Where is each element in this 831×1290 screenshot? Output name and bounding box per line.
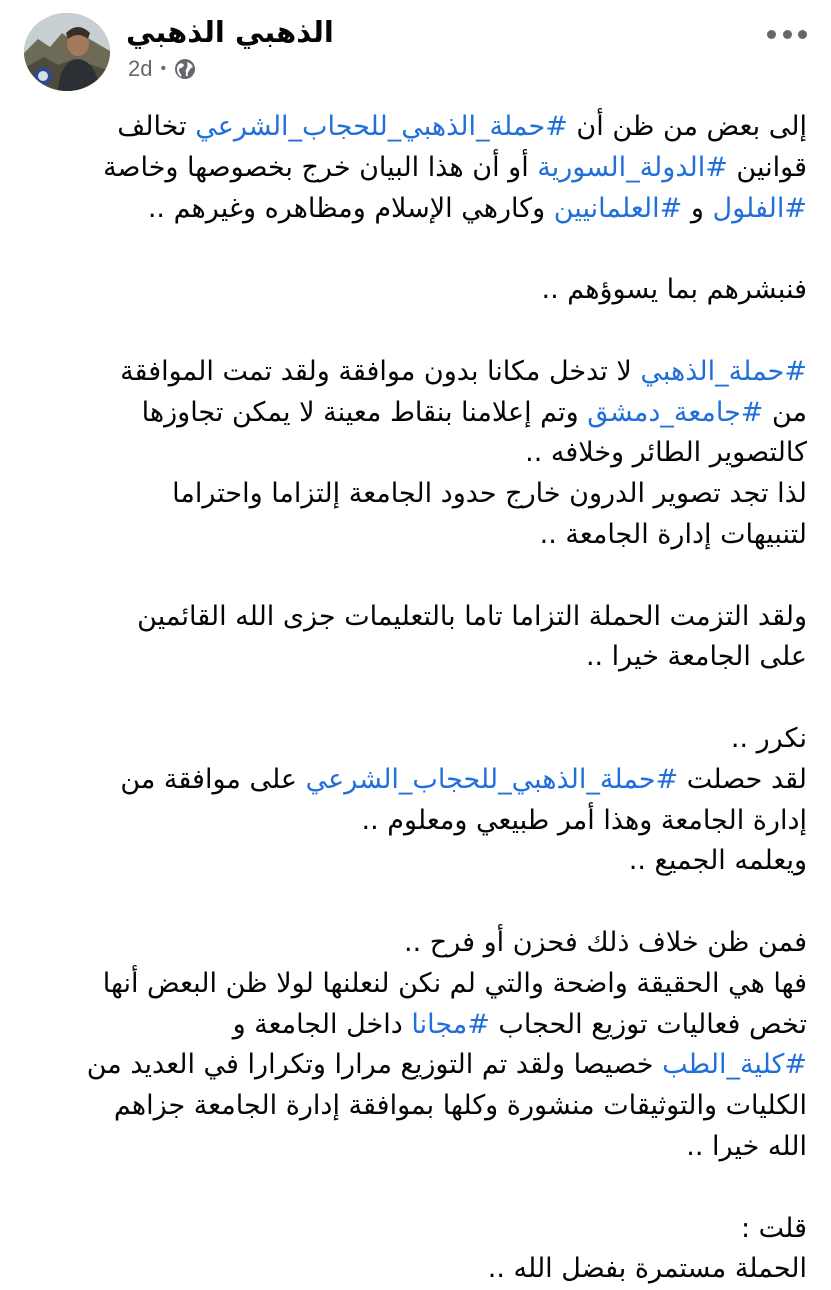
post-line xyxy=(30,719,807,760)
post-line xyxy=(30,433,807,474)
post-text-segment: الحملة مستمرة بفضل الله .. xyxy=(487,1253,807,1285)
post-line xyxy=(30,1249,807,1290)
post-text-segment: من xyxy=(763,396,807,428)
post-text-segment: داخل الجامعة و xyxy=(232,1008,412,1040)
post-text-segment: على موافقة من xyxy=(120,763,306,795)
blank-line xyxy=(30,229,807,270)
hashtag-link[interactable]: #الدولة_السورية xyxy=(537,151,728,183)
author-avatar[interactable] xyxy=(24,13,110,91)
globe-icon xyxy=(174,58,196,80)
post-text-segment: خصيصا ولقد تم التوزيع مرارا وتكرارا في العديد من xyxy=(86,1049,663,1081)
post-time[interactable]: 2d xyxy=(128,56,153,81)
hashtag-link[interactable]: #العلمانيين xyxy=(553,192,683,224)
post-line xyxy=(30,841,807,882)
hashtag-link[interactable]: #حملة_الذهبي xyxy=(640,355,807,387)
blank-line xyxy=(30,678,807,719)
post-text-segment: تخالف xyxy=(117,111,196,142)
post-text-segment: قوانين xyxy=(727,151,807,183)
post-text-segment: وتم إعلامنا بنقاط معينة لا يمكن تجاوزها xyxy=(141,396,588,428)
blank-line xyxy=(30,556,807,597)
post-text-segment: ولقد التزمت الحملة التزاما تاما بالتعليمات جزى الله القائمين xyxy=(137,600,807,632)
post-text-segment: فها هي الحقيقة واضحة والتي لم نكن لنعلنها لولا ظن البعض أنها xyxy=(102,967,807,999)
avatar-photo xyxy=(24,13,110,91)
post-line xyxy=(30,107,807,148)
post-text-segment: إدارة الجامعة وهذا أمر طبيعي ومعلوم .. xyxy=(361,804,807,836)
hashtag-link[interactable]: #حملة_الذهبي_للحجاب_الشرعي xyxy=(195,111,568,142)
post-text-segment: فمن ظن خلاف ذلك فحزن أو فرح .. xyxy=(404,926,807,958)
post-text-segment: و xyxy=(682,192,713,224)
post-text-segment: الكليات والتوثيقات منشورة وكلها بموافقة إدارة الجامعة جزاهم xyxy=(113,1090,807,1122)
post-text-segment: أو أن هذا البيان خرج بخصوصها وخاصة xyxy=(103,151,538,183)
post-line xyxy=(30,1086,807,1127)
hashtag-link[interactable]: #مجانا xyxy=(411,1008,490,1040)
more-options-button[interactable] xyxy=(767,26,807,42)
hashtag-link[interactable]: #كلية_الطب xyxy=(662,1049,807,1081)
post-line xyxy=(30,637,807,678)
author-name[interactable]: الذهبي الذهبي xyxy=(126,15,334,49)
ellipsis-icon xyxy=(767,30,776,39)
post-line xyxy=(30,801,807,842)
post-text-segment: تخص فعاليات توزيع الحجاب xyxy=(489,1008,807,1040)
post-meta xyxy=(128,52,196,86)
post-line xyxy=(30,923,807,964)
post-line xyxy=(30,1127,807,1168)
post-line xyxy=(30,148,807,189)
separator-dot: • xyxy=(160,60,167,77)
post-header xyxy=(0,0,831,100)
post-text-segment: لا تدخل مكانا بدون موافقة ولقد تمت الموافقة xyxy=(120,355,641,387)
post-text-segment: فنبشرهم بما يسوؤهم .. xyxy=(541,274,807,306)
post-text-segment: قلت : xyxy=(740,1212,807,1244)
post-line xyxy=(30,515,807,556)
hashtag-link[interactable]: #الفلول xyxy=(712,192,807,224)
post-line xyxy=(30,270,807,311)
post-line xyxy=(30,474,807,515)
post-line xyxy=(30,393,807,434)
post-line xyxy=(30,760,807,801)
post-text-segment: كالتصوير الطائر وخلافه .. xyxy=(525,437,807,469)
post-line xyxy=(30,1209,807,1250)
post-text-segment: إلى بعض من ظن أن xyxy=(567,111,807,142)
post-text-segment: على الجامعة خيرا .. xyxy=(585,641,807,673)
hashtag-link[interactable]: #جامعة_دمشق xyxy=(587,396,764,428)
hashtag-link[interactable]: #حملة_الذهبي_للحجاب_الشرعي xyxy=(305,763,679,795)
post-line xyxy=(30,189,807,230)
post-text-segment: لذا تجد تصوير الدرون خارج حدود الجامعة إلتزاما واحتراما xyxy=(172,478,807,510)
blank-line xyxy=(30,311,807,352)
post-text-segment: وكارهي الإسلام ومظاهره وغيرهم .. xyxy=(147,192,554,224)
post-text xyxy=(30,107,807,1290)
post-line xyxy=(30,597,807,638)
post-text-segment: لقد حصلت xyxy=(678,763,807,795)
post-line xyxy=(30,1045,807,1086)
blank-line xyxy=(30,882,807,923)
post-line xyxy=(30,1005,807,1046)
post-text-segment: نكرر .. xyxy=(730,722,807,754)
post-text-segment: ويعلمه الجميع .. xyxy=(628,845,807,877)
post-text-segment: لتنبيهات إدارة الجامعة .. xyxy=(539,518,807,550)
blank-line xyxy=(30,1168,807,1209)
post-line xyxy=(30,964,807,1005)
post-line xyxy=(30,352,807,393)
post-text-segment: الله خيرا .. xyxy=(686,1130,807,1162)
